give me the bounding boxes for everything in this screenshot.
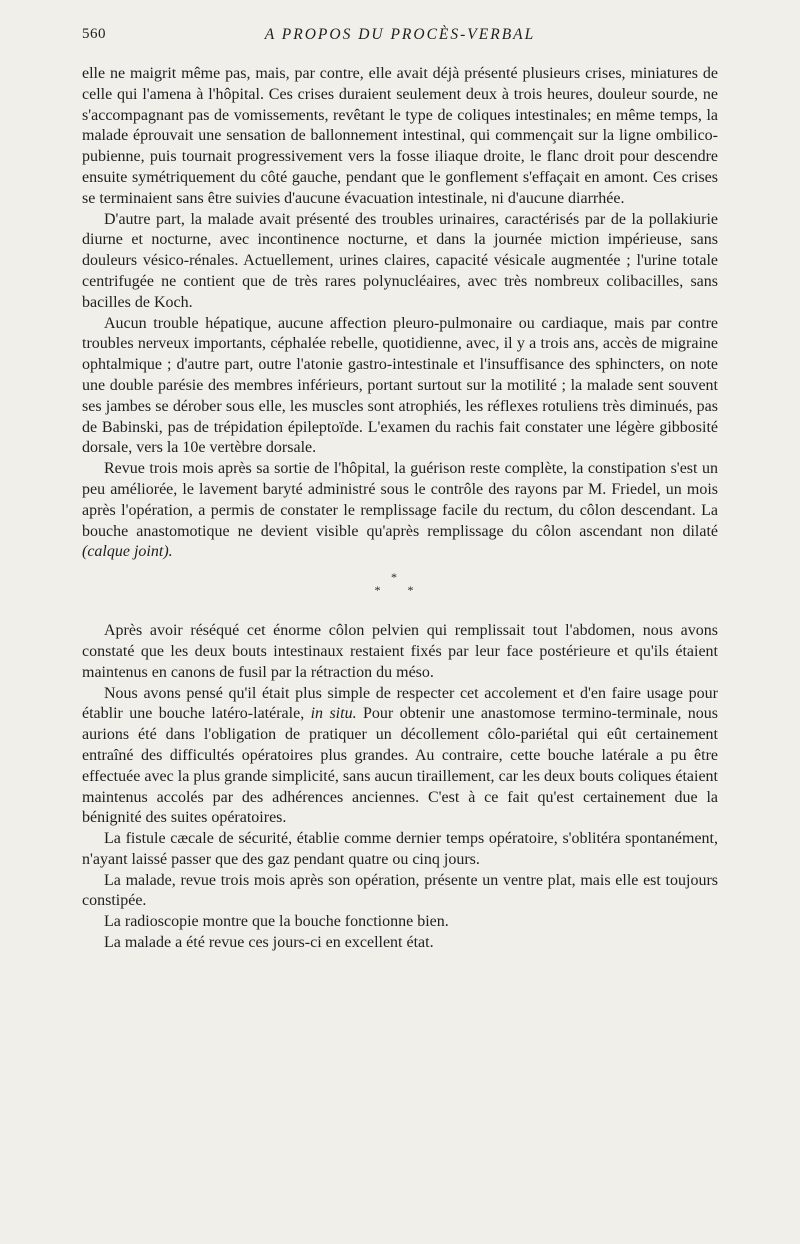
- paragraph: La malade, revue trois mois après son opération, présente un ventre plat, mais elle est toujours constipée.: [82, 871, 718, 910]
- latin-term: in situ.: [310, 705, 357, 723]
- paragraph: Après avoir réséqué cet énorme côlon pelvien qui remplissait tout l'abdomen, nous avons constaté que les deux bouts intestinaux restaient fixés par leur face postérieure et qu'ils étaient maintenus en canons de fusil par la rétraction du méso.: [82, 622, 718, 681]
- paragraph: [82, 684, 718, 830]
- paragraph: [82, 459, 718, 563]
- body-text: [82, 64, 718, 954]
- page-number: 560: [82, 26, 106, 42]
- paragraph-text: Revue trois mois après sa sortie de l'hôpital, la guérison reste complète, la constipation s'est un peu améliorée, le lavement baryté administré sous le contrôle des rayons par M. Friedel, un mois après l'opération, a permis de constater le remplissage facile du rectum, du côlon descendant. La bouche anastomotique ne devient visible qu'après remplissage du côlon ascendant non dilaté: [82, 460, 718, 540]
- asterism-bottom: * *: [374, 583, 426, 598]
- asterism-top: *: [391, 570, 409, 585]
- figure-reference: (calque joint).: [82, 543, 173, 561]
- paragraph: La fistule cæcale de sécurité, établie comme dernier temps opératoire, s'oblitéra spontanément, n'ayant laissé passer que des gaz pendant quatre ou cinq jours.: [82, 830, 718, 868]
- paragraph: La radioscopie montre que la bouche fonctionne bien.: [104, 913, 449, 931]
- paragraph-text: Nous avons pensé qu'il était plus simple de respecter cet accolement et d'en faire usage pour établir une bouche latéro-latérale,: [82, 684, 718, 723]
- paragraph-text: Pour obtenir une anastomose termino-terminale, nous aurions été dans l'obligation de pratiquer un décollement côlo-pariétal qui eût certainement entraîné des difficultés opératoires plus grandes. Au contraire, cette bouche latérale a pu être effectuée avec la plus grande simplicité, sans aucun tiraillement, car les deux bouts coliques étaient maintenus accolés par des adhérences anciennes. C'est à ce fait qu'est certainement due la bénignité des suites opératoires.: [82, 705, 719, 827]
- paragraph: D'autre part, la malade avait présenté des troubles urinaires, caractérisés par de la pollakiurie diurne et nocturne, avec incontinence nocturne, et dans la journée miction impérieuse, sans douleurs vésico-rénales. Actuellement, urines claires, capacité vésicale augmentée ; l'urine totale centrifugée ne contient que de très rares polynucléaires, avec très nombreux colibacilles, sans bacilles de Koch.: [82, 210, 718, 311]
- paragraph: Aucun trouble hépatique, aucune affection pleuro-pulmonaire ou cardiaque, mais par contre troubles nerveux importants, céphalée rebelle, quotidienne, avec, il y a trois ans, accès de migraine ophtalmique ; d'autre part, outre l'atonie gastro-intestinale et l'insuffisance des sphincters, on note une double parésie des membres inférieurs, portant surtout sur la motilité ; la malade sent souvent ses jambes se dérober sous elle, les muscles sont atrophiés, les réflexes rotuliens très diminués, pas de Babinski, pas de trépidation épileptoïde. L'examen du rachis fait constater une légère gibbosité dorsale, vers la 10e vertèbre dorsale.: [82, 314, 718, 457]
- paragraph: elle ne maigrit même pas, mais, par contre, elle avait déjà présenté plusieurs crises, miniatures de celle qui l'amena à l'hôpital. Ces crises duraient seulement deux à trois heures, douleur sourde, ne s'accompagnant pas de vomissements, revêtant le type de coliques intestinales; en même temps, la malade éprouvait une sensation de ballonnement intestinal, qui commençait sur la ligne ombilico-pubienne, puis tournait progressivement vers la fosse iliaque droite, le flanc droit pour descendre ensuite symétriquement du côté gauche, pendant que le gonflement s'effaçait en amont. Ces crises se terminaient sans être suivies d'aucune évacuation intestinale, ni d'aucune diarrhée.: [82, 65, 718, 207]
- running-title: A PROPOS DU PROCÈS-VERBAL: [264, 26, 536, 43]
- paragraph: La malade a été revue ces jours-ci en excellent état.: [104, 934, 434, 952]
- page-header: [82, 26, 718, 50]
- section-separator: [82, 571, 718, 597]
